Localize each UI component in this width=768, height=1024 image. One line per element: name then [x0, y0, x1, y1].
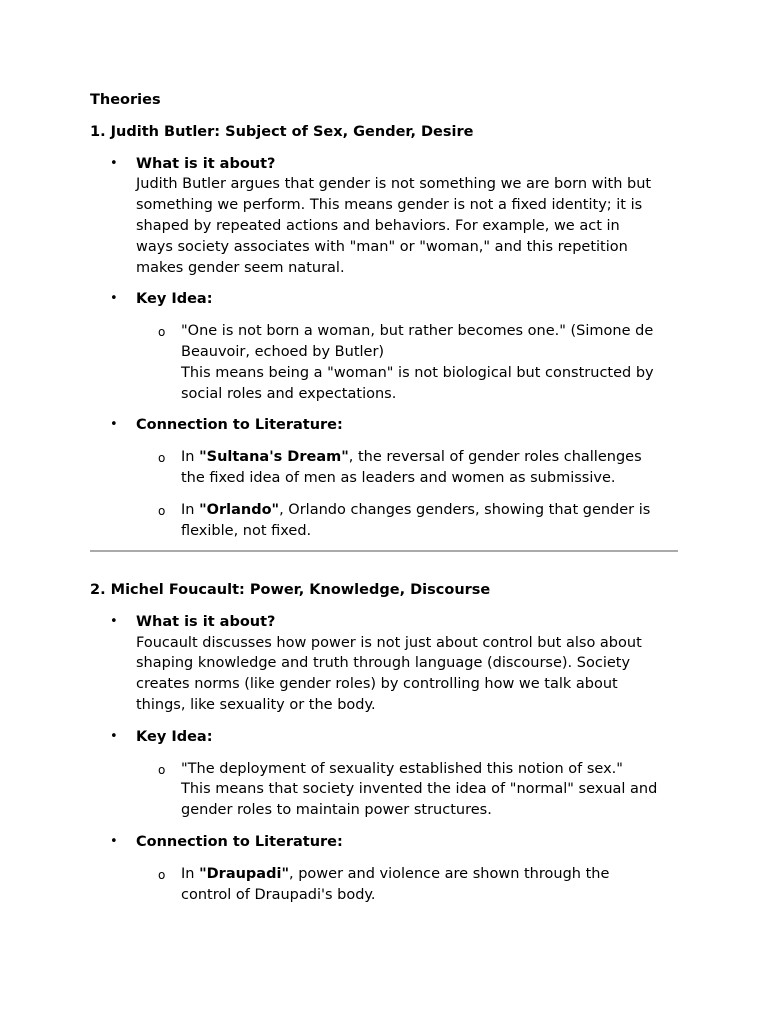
paragraph-line: Judith Butler argues that gender is not something we are born with but	[136, 176, 652, 193]
section-1	[90, 90, 690, 552]
horizontal-divider	[90, 550, 678, 552]
explanation-line: This means being a "woman" is not biological but constructed by	[181, 364, 654, 381]
section-2	[90, 580, 690, 916]
bullet-marker: •	[110, 833, 118, 849]
paragraph-line: shaping knowledge and truth through language (discourse). Society	[136, 655, 631, 672]
text-post: , the reversal of gender roles challenges	[348, 449, 642, 466]
text-pre: In	[181, 501, 200, 518]
quote-line: "The deployment of sexuality established this notion of sex."	[181, 760, 623, 777]
sub-marker: o	[158, 503, 166, 518]
section-1-title: 1. Judith Butler: Subject of Sex, Gender, Desire	[90, 123, 474, 140]
bullet-heading: Key Idea:	[136, 728, 213, 745]
bullet-key-idea	[90, 727, 690, 821]
sub-list	[136, 759, 690, 821]
work-title: "Orlando"	[199, 501, 280, 518]
text-post: , Orlando changes genders, showing that gender is	[279, 501, 651, 518]
sub-item-draupadi	[136, 864, 690, 906]
quote-line: "One is not born a woman, but rather becomes one." (Simone de	[181, 323, 654, 340]
sub-marker: o	[158, 325, 166, 340]
bullet-key-idea	[90, 289, 690, 404]
section-1-bullets	[90, 154, 690, 542]
bullet-connection	[90, 415, 690, 541]
bullet-connection	[90, 832, 690, 905]
bullet-marker: •	[110, 291, 118, 307]
bullet-marker: •	[110, 613, 118, 629]
explanation-line: This means that society invented the idea of "normal" sexual and	[181, 781, 658, 798]
text-pre: In	[181, 865, 200, 882]
paragraph-line: shaped by repeated actions and behaviors. For example, we act in	[136, 217, 620, 234]
section-2-title: 2. Michel Foucault: Power, Knowledge, Discourse	[90, 582, 491, 598]
explanation-line: gender roles to maintain power structures.	[181, 802, 492, 819]
sub-item-quote	[136, 321, 690, 404]
paragraph-line: creates norms (like gender roles) by controlling how we talk about	[136, 676, 618, 693]
connection-line: the fixed idea of men as leaders and women as submissive.	[181, 469, 616, 486]
connection-line	[181, 864, 690, 885]
connection-line	[181, 447, 690, 468]
quote-line: Beauvoir, echoed by Butler)	[181, 343, 385, 360]
connection-line: flexible, not fixed.	[181, 522, 312, 539]
bullet-heading: Key Idea:	[136, 291, 213, 308]
connection-line: control of Draupadi's body.	[181, 886, 376, 903]
sub-list	[136, 447, 690, 541]
sub-item-quote	[136, 759, 690, 821]
bullet-what-is-it	[90, 154, 690, 279]
bullet-heading: Connection to Literature:	[136, 833, 343, 850]
paragraph-line: things, like sexuality or the body.	[136, 696, 376, 713]
paragraph-line: makes gender seem natural.	[136, 259, 345, 276]
paragraph-line: something we perform. This means gender is not a fixed identity; it is	[136, 197, 643, 214]
bullet-heading: What is it about?	[136, 613, 276, 630]
bullet-marker: •	[110, 155, 118, 171]
sub-marker: o	[158, 762, 166, 777]
sub-marker: o	[158, 451, 166, 466]
bullet-what-is-it	[90, 612, 690, 716]
bullet-marker: •	[110, 728, 118, 744]
explanation-line: social roles and expectations.	[181, 385, 397, 402]
bullet-marker: •	[110, 417, 118, 433]
paragraph-line: ways society associates with "man" or "woman," and this repetition	[136, 238, 628, 255]
text-post: , power and violence are shown through the	[289, 865, 610, 882]
bullet-heading: What is it about?	[136, 155, 276, 172]
document-title: Theories	[90, 92, 161, 108]
section-2-bullets	[90, 612, 690, 906]
work-title: "Draupadi"	[199, 865, 289, 882]
paragraph-line: Foucault discusses how power is not just about control but also about	[136, 634, 642, 651]
sub-list	[136, 864, 690, 906]
connection-line	[181, 500, 690, 521]
sub-item-orlando	[136, 500, 690, 542]
work-title: "Sultana's Dream"	[199, 449, 349, 466]
bullet-heading: Connection to Literature:	[136, 417, 343, 434]
sub-list	[136, 321, 690, 404]
sub-item-sultanas-dream	[136, 447, 690, 489]
sub-marker: o	[158, 867, 166, 882]
text-pre: In	[181, 449, 200, 466]
